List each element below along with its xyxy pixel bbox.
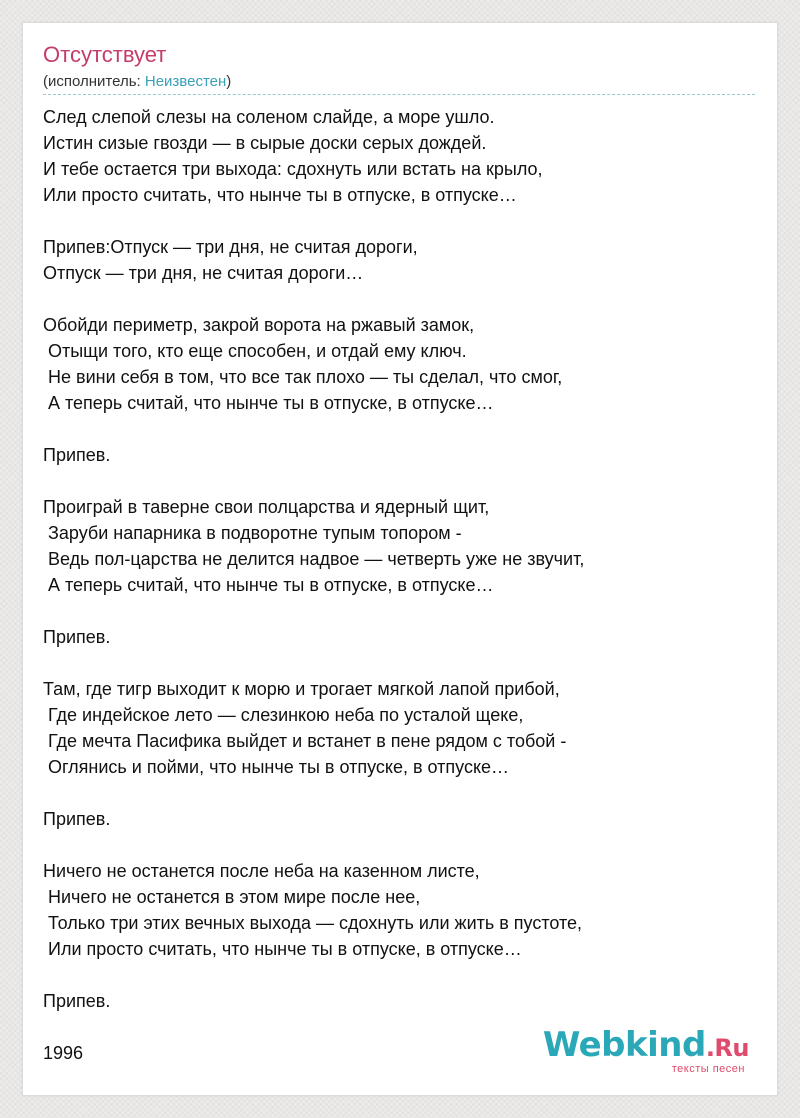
- lyrics-line: Истин сизые гвозди — в сырые доски серых дождей.: [43, 133, 487, 153]
- lyrics-line: А теперь считай, что нынче ты в отпуске, в отпуске…: [43, 393, 494, 413]
- lyrics-line: Ничего не останется после неба на казенном листе,: [43, 861, 480, 881]
- lyrics-line: Там, где тигр выходит к морю и трогает мягкой лапой прибой,: [43, 679, 560, 699]
- lyrics-blank-line: [43, 832, 763, 858]
- lyrics-blank-line: [43, 780, 763, 806]
- lyrics-line: А теперь считай, что нынче ты в отпуске, в отпуске…: [43, 575, 494, 595]
- lyrics-line: Или просто считать, что нынче ты в отпуске, в отпуске…: [43, 185, 517, 205]
- artist-suffix: ): [226, 73, 232, 90]
- lyrics-line: 1996: [43, 1043, 84, 1063]
- lyrics-blank-line: [43, 650, 763, 676]
- lyrics-line: Проиграй в таверне свои полцарства и ядерный щит,: [43, 497, 490, 517]
- lyrics-line: Не вини себя в том, что все так плохо — ты сделал, что смог,: [43, 367, 563, 387]
- lyrics-line: Обойди периметр, закрой ворота на ржавый замок,: [43, 315, 475, 335]
- lyrics-blank-line: [43, 598, 763, 624]
- lyrics-line: Отыщи того, кто еще способен, и отдай ему ключ.: [43, 341, 467, 361]
- dashed-divider: [43, 94, 755, 95]
- lyrics-line: Припев.: [43, 627, 111, 647]
- lyrics-blank-line: [43, 962, 763, 988]
- lyrics-card: [22, 22, 778, 1096]
- lyrics-line: Припев.: [43, 445, 111, 465]
- artist-prefix: (исполнитель:: [43, 73, 145, 90]
- lyrics-line: Припев:Отпуск — три дня, не считая дороги,: [43, 237, 418, 257]
- lyrics-line: Где мечта Пасифика выйдет и встанет в пене рядом с тобой -: [43, 731, 567, 751]
- artist-line: [43, 72, 231, 92]
- lyrics-blank-line: [43, 416, 763, 442]
- logo-main-text: Webkind: [542, 1025, 706, 1065]
- artist-link[interactable]: Неизвестен: [144, 73, 227, 90]
- lyrics-body: [43, 104, 763, 1066]
- lyrics-line: Где индейское лето — слезинкою неба по усталой щеке,: [43, 705, 524, 725]
- lyrics-line: И тебе остается три выхода: сдохнуть или встать на крыло,: [43, 159, 543, 179]
- lyrics-line: Только три этих вечных выхода — сдохнуть или жить в пустоте,: [43, 913, 583, 933]
- lyrics-blank-line: [43, 286, 763, 312]
- lyrics-line: Или просто считать, что нынче ты в отпуске, в отпуске…: [43, 939, 522, 959]
- lyrics-line: След слепой слезы на соленом слайде, а море ушло.: [43, 107, 495, 127]
- lyrics-line: Ведь пол-царства не делится надвое — четверть уже не звучит,: [43, 549, 585, 569]
- logo-wordmark: [543, 1025, 749, 1068]
- lyrics-line: Оглянись и пойми, что нынче ты в отпуске, в отпуске…: [43, 757, 510, 777]
- logo-tagline: тексты песен: [671, 1063, 745, 1075]
- lyrics-line: Ничего не останется в этом мире после нее,: [43, 887, 421, 907]
- lyrics-line: Припев.: [43, 809, 111, 829]
- lyrics-line: Припев.: [43, 991, 111, 1011]
- lyrics-line: Отпуск — три дня, не считая дороги…: [43, 263, 364, 283]
- site-logo[interactable]: [542, 1025, 749, 1077]
- lyrics-blank-line: [43, 208, 763, 234]
- lyrics-line: Заруби напарника в подворотне тупым топором -: [43, 523, 462, 543]
- song-title: Отсутствует: [43, 42, 167, 67]
- logo-tld: .Ru: [705, 1034, 749, 1062]
- lyrics-blank-line: [43, 468, 763, 494]
